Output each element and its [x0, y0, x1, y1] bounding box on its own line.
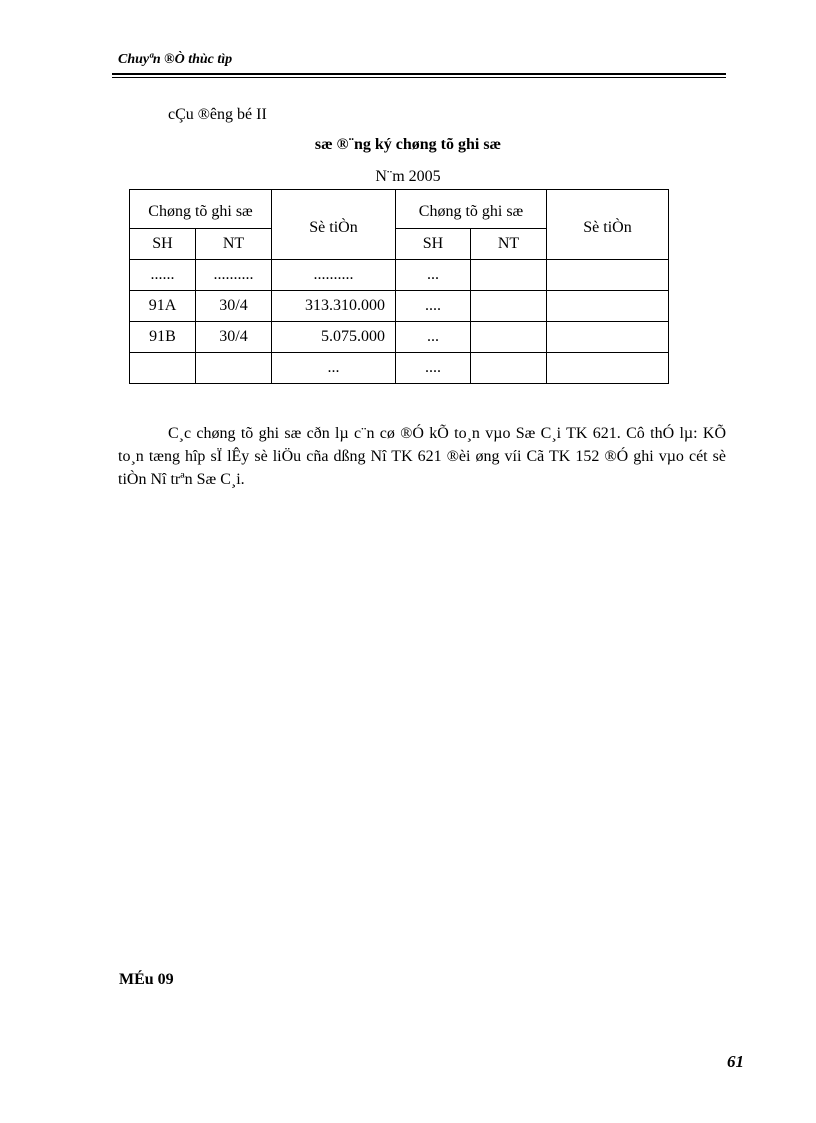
table-cell: 30/4 — [196, 291, 272, 322]
voucher-register-table — [129, 189, 669, 384]
amount-header-left: Sè tiÒn — [272, 190, 396, 260]
subheader-nt-left: NT — [196, 229, 272, 260]
body-paragraph — [118, 422, 726, 491]
table-cell — [547, 353, 669, 384]
table-row — [130, 260, 669, 291]
group-header-left: Chøng tõ ghi sæ — [130, 190, 272, 229]
table-cell: 30/4 — [196, 322, 272, 353]
table-year: N¨m 2005 — [375, 168, 441, 185]
subheader-sh-right: SH — [396, 229, 471, 260]
table-cell: .......... — [272, 260, 396, 291]
intro-line: cÇu ®êng bé II — [168, 106, 267, 123]
table-cell — [471, 353, 547, 384]
table-cell: ... — [396, 260, 471, 291]
table-cell: 5.075.000 — [272, 322, 396, 353]
table-cell — [471, 291, 547, 322]
table-title: sæ ®¨ng ký chøng tõ ghi sæ — [314, 136, 502, 153]
table-cell: .... — [396, 291, 471, 322]
table-header-row — [130, 190, 669, 229]
header-rule-thin — [112, 77, 726, 78]
running-header-title: Chuyªn ®Ò thùc tìp — [118, 52, 233, 67]
body-paragraph-text: C¸c chøng tõ ghi sæ cðn lµ c¨n cø ®Ó kÕ to¸n vµo Sæ C¸i TK 621. Cô thÓ lµ: KÕ to¸n tæng hîp sÏ lÊy sè liÖu cña dßng Nî TK 621 ®èi øng víi Cã TK 152 ®Ó ghi vµo cét sè tiÒn Nî trªn Sæ C¸i. — [118, 425, 726, 488]
form-label: MÉu 09 — [119, 971, 174, 988]
page-number: 61 — [727, 1052, 744, 1071]
table-row — [130, 353, 669, 384]
header-rule-thick — [112, 73, 726, 75]
subheader-nt-right: NT — [471, 229, 547, 260]
table-cell: 313.310.000 — [272, 291, 396, 322]
table-cell: .......... — [196, 260, 272, 291]
subheader-sh-left: SH — [130, 229, 196, 260]
table-cell — [547, 322, 669, 353]
amount-header-right: Sè tiÒn — [547, 190, 669, 260]
table-cell — [471, 260, 547, 291]
table-row — [130, 322, 669, 353]
table-cell: 91A — [130, 291, 196, 322]
table-cell — [547, 291, 669, 322]
table-cell — [130, 353, 196, 384]
table-cell: .... — [396, 353, 471, 384]
table-row — [130, 291, 669, 322]
table-cell — [547, 260, 669, 291]
table-cell: ... — [272, 353, 396, 384]
table-cell — [471, 322, 547, 353]
table-cell: ...... — [130, 260, 196, 291]
group-header-right: Chøng tõ ghi sæ — [396, 190, 547, 229]
table-cell — [196, 353, 272, 384]
table-cell: ... — [396, 322, 471, 353]
table-cell: 91B — [130, 322, 196, 353]
